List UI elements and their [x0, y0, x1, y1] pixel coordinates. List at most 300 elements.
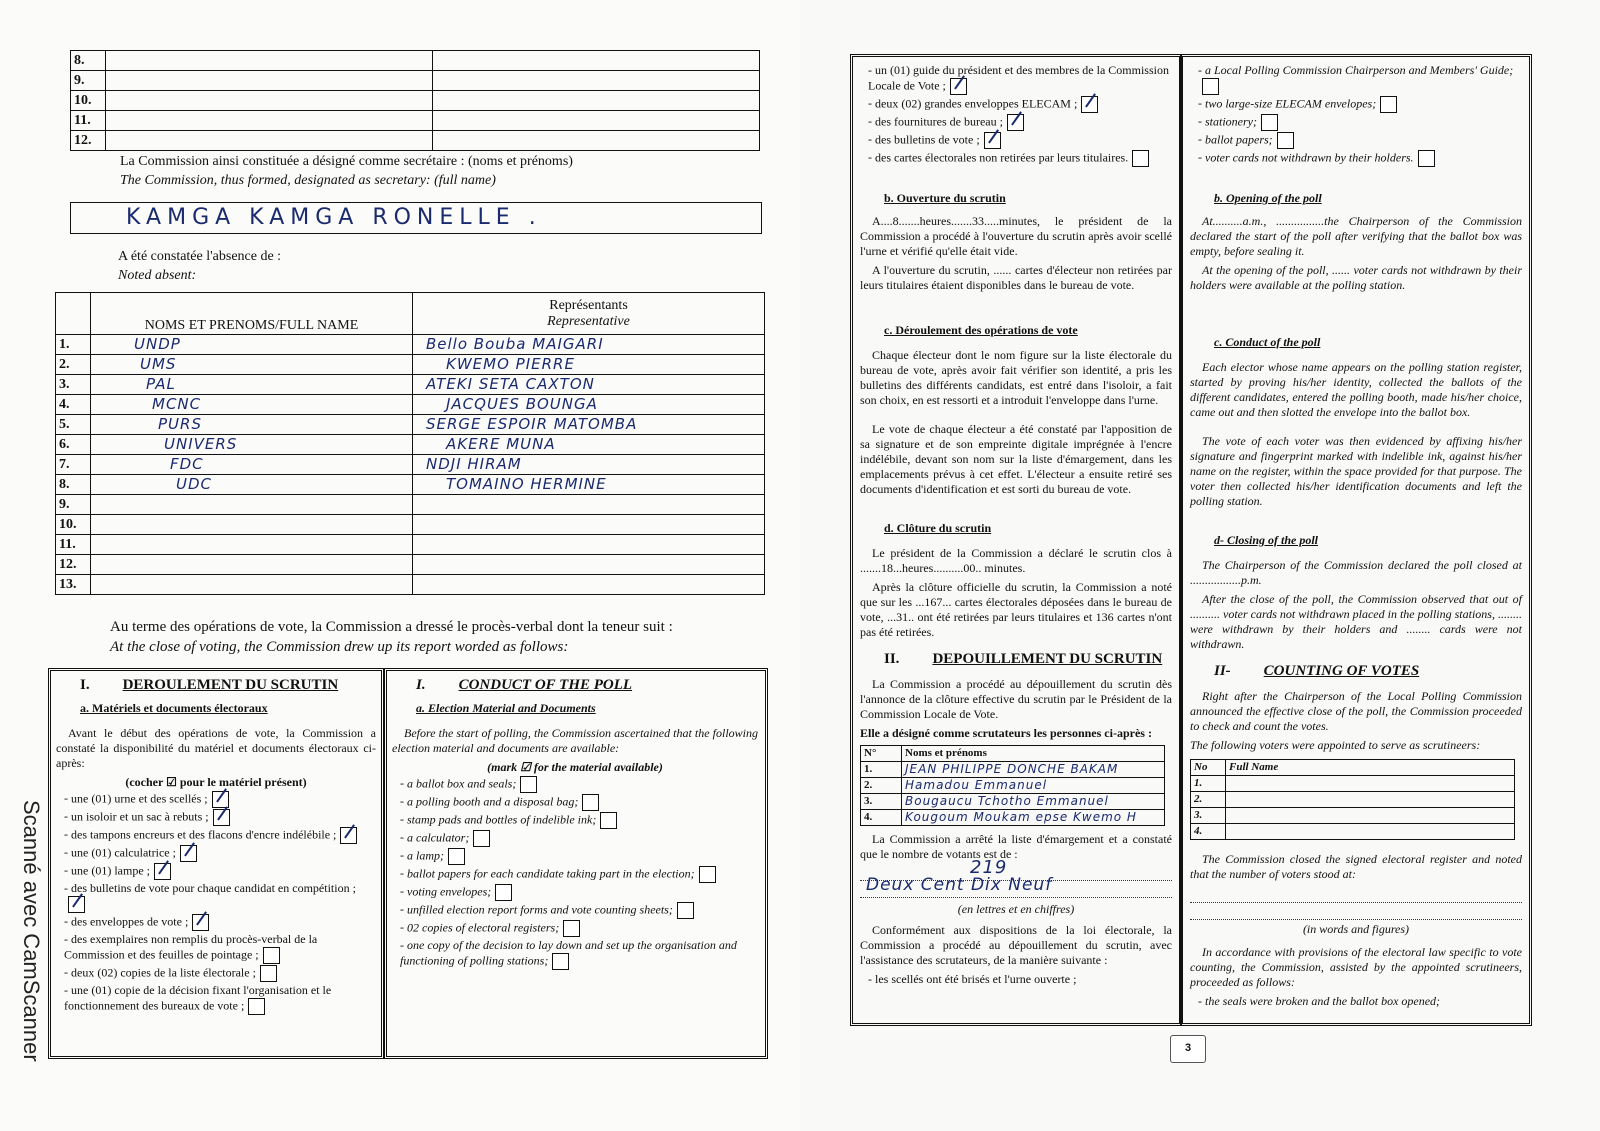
fr-ii-title: DEPOUILLEMENT DU SCRUTIN [932, 651, 1163, 667]
checklist-item [64, 914, 376, 931]
en-items-cont [1190, 63, 1522, 167]
report-intro-en: At the close of voting, the Commission drew up its report worded as follows: [110, 639, 569, 655]
checklist-item-label: deux (02) copies de la liste électorale ; [71, 965, 256, 980]
en-law-item-text: the seals were broken and the ballot box opened; [1205, 994, 1441, 1008]
scrutineer-row [861, 794, 1165, 810]
section-fr [56, 678, 376, 1016]
checklist-item-label: a calculator; [407, 830, 470, 845]
checklist-item-label: 02 copies of electoral registers; [407, 920, 560, 935]
fr-voters-field[interactable] [860, 857, 1172, 902]
absent-name-cell[interactable] [91, 375, 413, 395]
absent-name-value: MCNC [152, 395, 202, 413]
scrutineer-row [1191, 792, 1515, 808]
checklist-item [1198, 132, 1522, 149]
absent-rep-value: TOMAINO HERMINE [446, 475, 607, 493]
member-row-no: 11. [71, 111, 106, 131]
report-intro-fr: Au terme des opérations de vote, la Commission a dressé le procès-verbal dont la teneur suit : [110, 619, 673, 635]
fr-d-title: d. Clôture du scrutin [884, 521, 992, 535]
checkbox[interactable] [677, 902, 694, 919]
scrutineer-name: Kougoum Moukam epse Kwemo H [905, 810, 1137, 824]
fr-voters-hint: (en lettres et en chiffres) [957, 902, 1075, 916]
en-d-title: d- Closing of the poll [1214, 533, 1319, 547]
absent-rep-value: ATEKI SETA CAXTON [426, 375, 595, 393]
section-fr-intro: Avant le début des opérations de vote, la Commission a constaté la disponibilité du matériel et documents électoraux ci-après: [56, 726, 376, 770]
checklist-item-label: des enveloppes de vote ; [71, 914, 189, 929]
checkbox[interactable] [699, 866, 716, 883]
checklist-item [1198, 63, 1522, 95]
checklist-item [1198, 150, 1522, 167]
checklist-item [400, 812, 758, 829]
section-fr-num: I. [80, 677, 90, 693]
checkbox[interactable] [448, 848, 465, 865]
checkbox[interactable] [520, 776, 537, 793]
fr-b-title: b. Ouverture du scrutin [884, 191, 1006, 205]
checklist-item [400, 830, 758, 847]
page-number [1170, 1035, 1206, 1063]
right-fr-column [860, 62, 1172, 987]
scrutineer-row [1191, 808, 1515, 824]
secretary-field[interactable] [70, 202, 762, 234]
member-role-cell[interactable] [433, 131, 760, 151]
absent-name-cell[interactable] [91, 435, 413, 455]
absent-rep-value: AKERE MUNA [446, 435, 556, 453]
en-voters-hint: (in words and figures) [1302, 922, 1410, 936]
en-scrut-col-no: No [1191, 760, 1226, 776]
absent-col-rep-en: Representative [547, 313, 630, 329]
checkbox[interactable] [260, 965, 277, 982]
secretary-value: KAMGA KAMGA RONELLE . [126, 205, 542, 230]
checklist-item [400, 920, 758, 937]
absent-row-no: 7. [56, 455, 91, 475]
member-name-cell[interactable] [106, 51, 433, 71]
scrutineer-name-cell[interactable] [902, 794, 1165, 810]
absent-row [56, 395, 765, 415]
member-row [71, 51, 760, 71]
checklist-item-label: one copy of the decision to lay down and set up the organisation and functioning of polling stations; [400, 938, 737, 968]
absent-rep-cell[interactable] [413, 575, 765, 595]
fr-ii-num: II. [884, 651, 900, 667]
fr-voters-text: La Commission a arrêté la liste d'émargement et a constaté que le nombre de votants est de : [860, 832, 1172, 861]
absent-name-cell[interactable] [91, 415, 413, 435]
absent-row [56, 355, 765, 375]
absent-row-no: 1. [56, 335, 91, 355]
checklist-item [400, 776, 758, 793]
absent-rep-value [416, 495, 426, 513]
en-c-text1: Each elector whose name appears on the polling station register, started by proving his/her identity, collected the ballots of the different candidates, entered the polling booth, made his/her choice, came out and then slotted the envelope into the ballot box. [1190, 360, 1522, 419]
absent-row-no: 13. [56, 575, 91, 595]
section-en-items [392, 776, 758, 970]
en-ii-text1: Right after the Chairperson of the Local Polling Commission announced the effective close of the poll, the Commission proceeded to check and count the votes. [1190, 689, 1522, 733]
absent-rep-value: JACQUES BOUNGA [446, 395, 598, 413]
absent-rep-cell[interactable] [413, 495, 765, 515]
scrutineer-row [861, 810, 1165, 826]
scrutineer-no: 2. [861, 778, 902, 794]
checklist-item [868, 63, 1172, 95]
checkbox[interactable] [1132, 150, 1149, 167]
absent-rep-cell[interactable] [413, 435, 765, 455]
fr-b-text2: A l'ouverture du scrutin, ...... cartes d'électeur non retirées par leurs titulaires étaient disponibles dans le bureau de vote. [860, 263, 1172, 292]
checkbox[interactable] [950, 78, 967, 95]
absent-rep-value [416, 555, 446, 573]
absent-row-no: 9. [56, 495, 91, 515]
checkbox[interactable] [340, 827, 357, 844]
checkbox[interactable] [600, 812, 617, 829]
absent-col-rep [413, 293, 765, 335]
absent-rep-cell[interactable] [413, 475, 765, 495]
checklist-item [868, 132, 1172, 149]
absent-row [56, 515, 765, 535]
scrutineer-row [861, 778, 1165, 794]
checklist-item-label: des bulletins de vote ; [875, 132, 980, 147]
absent-label-fr: A été constatée l'absence de : [118, 249, 282, 264]
scrutineer-row [1191, 824, 1515, 840]
scrutineer-name: Bougaucu Tchotho Emmanuel [905, 794, 1109, 808]
en-d-text1: The Chairperson of the Commission declared the poll closed at .................p.m. [1190, 558, 1522, 587]
scrutineer-name-cell[interactable] [902, 762, 1165, 778]
fr-scrutineers-table [860, 745, 1165, 826]
absent-name-value: UDC [176, 475, 213, 493]
checkbox[interactable] [248, 998, 265, 1015]
fr-c-text1: Chaque électeur dont le nom figure sur la liste électorale du bureau de vote, après avoir fait vérifier son identité, a pris les bulletins des différents candidats, est entré dans l'isoloir, a fait son choix, en est ressorti et a introduit l'enveloppe dans l'urne. [860, 348, 1172, 407]
absent-row-no: 3. [56, 375, 91, 395]
absent-row-no: 5. [56, 415, 91, 435]
fr-ii-header [884, 652, 1172, 667]
section-fr-title: DEROULEMENT DU SCRUTIN [122, 677, 339, 693]
checkbox[interactable] [180, 845, 197, 862]
checklist-item [868, 150, 1172, 167]
checkbox[interactable] [1380, 96, 1397, 113]
absent-name-value: PURS [158, 415, 202, 433]
checkbox[interactable] [495, 884, 512, 901]
absent-rep-value [416, 515, 446, 533]
section-fr-legend: (cocher ☑ pour le matériel présent) [125, 775, 307, 789]
checkbox[interactable] [984, 132, 1001, 149]
checklist-item-label: a lamp; [407, 848, 444, 863]
checklist-item-label: stationery; [1205, 114, 1257, 129]
absent-name-value [94, 575, 206, 593]
member-row-no: 12. [71, 131, 106, 151]
checklist-item-label: deux (02) grandes enveloppes ELECAM ; [875, 96, 1078, 111]
scrutineer-no: 1. [1191, 776, 1226, 792]
scrutineer-no: 2. [1191, 792, 1226, 808]
absent-name-cell[interactable] [91, 355, 413, 375]
en-b-title: b. Opening of the poll [1214, 191, 1322, 205]
checkbox[interactable] [1261, 114, 1278, 131]
absent-row [56, 415, 765, 435]
member-row-no: 9. [71, 71, 106, 91]
scrutineer-name-cell[interactable] [1226, 824, 1515, 840]
checklist-item [400, 866, 758, 883]
checklist-item-label: ballot papers for each candidate taking part in the election; [407, 866, 695, 881]
checklist-item-label: a ballot box and seals; [407, 776, 517, 791]
scanner-watermark: Scanné avec CamScanner [19, 800, 44, 1062]
en-ii-text2: The following voters were appointed to serve as scrutineers: [1190, 738, 1481, 752]
absent-name-cell[interactable] [91, 555, 413, 575]
scrutineer-no: 4. [861, 810, 902, 826]
absent-name-value: UNIVERS [164, 435, 238, 453]
secretary-label-fr: La Commission ainsi constituée a désigné comme secrétaire : (noms et prénoms) [120, 154, 573, 169]
absent-rep-cell[interactable] [413, 535, 765, 555]
absent-name-cell[interactable] [91, 455, 413, 475]
checklist-item [1198, 96, 1522, 113]
absent-row-no: 2. [56, 355, 91, 375]
checklist-item-label: a polling booth and a disposal bag; [407, 794, 579, 809]
en-law-text: In accordance with provisions of the electoral law specific to vote counting, the Commission, assisted by the appointed scrutineers, proceeded as follows: [1190, 945, 1522, 989]
absent-name-value [94, 495, 182, 513]
absent-col-name: NOMS ET PRENOMS/FULL NAME [91, 293, 413, 335]
scrutineer-row [861, 762, 1165, 778]
member-role-cell[interactable] [433, 51, 760, 71]
scrutineer-name-cell[interactable] [902, 778, 1165, 794]
fr-items-cont [860, 63, 1172, 167]
checklist-item [400, 938, 758, 970]
right-page [800, 0, 1600, 1131]
absent-row [56, 575, 765, 595]
secretary-label-en: The Commission, thus formed, designated as secretary: (full name) [120, 173, 496, 188]
checklist-item-label: ballot papers; [1205, 132, 1273, 147]
checkbox[interactable] [192, 914, 209, 931]
scrutineer-name-cell[interactable] [902, 810, 1165, 826]
en-ii-header [1214, 664, 1522, 679]
checklist-item [64, 983, 376, 1015]
absent-rep-cell[interactable] [413, 395, 765, 415]
scrutineer-name-cell[interactable] [1226, 776, 1515, 792]
absent-rep-cell[interactable] [413, 555, 765, 575]
en-law-item: - the seals were broken and the ballot box opened; [1198, 994, 1441, 1008]
checkbox[interactable] [154, 863, 171, 880]
fr-ii-text1: La Commission a procédé au dépouillement du scrutin dès l'annonce de la clôture effective du scrutin par le Président de la Commission Locale de Vote. [860, 677, 1172, 721]
en-scrutineers-table [1190, 759, 1515, 840]
fr-c-text2: Le vote de chaque électeur a été constaté par l'apposition de sa signature et de son empreinte digitale imprégnée à l'encre indélébile, devant son nom sur la liste d'émargement, dans les emplacements prévus à cet effet. L'électeur a ensuite retiré ses documents d'identification et est sorti du bureau de vote. [860, 422, 1172, 496]
member-role-cell[interactable] [433, 71, 760, 91]
absent-name-cell[interactable] [91, 535, 413, 555]
checkbox[interactable] [1418, 150, 1435, 167]
checkbox[interactable] [68, 896, 85, 913]
members-table-tail [70, 50, 760, 151]
absent-row [56, 435, 765, 455]
right-en-column [1190, 62, 1522, 1009]
scrutineer-no: 3. [1191, 808, 1226, 824]
fr-law-text: Conformément aux dispositions de la loi électorale, la Commission a procédé au dépouillement du scrutin, avec l'assistance des scrutateurs, de la manière suivante : [860, 923, 1172, 967]
absent-name-cell[interactable] [91, 515, 413, 535]
absent-row-no: 11. [56, 535, 91, 555]
fr-voters-figure: 219 [970, 857, 1008, 878]
absent-rep-cell[interactable] [413, 375, 765, 395]
section-fr-items [56, 791, 376, 1015]
absent-col-rep-fr: Représentants [549, 297, 628, 313]
scrutineer-no: 3. [861, 794, 902, 810]
absent-rep-value: SERGE ESPOIR MATOMBA [426, 415, 638, 433]
scrutineer-no: 1. [861, 762, 902, 778]
en-b-text1: At..........a.m., ................the Chairperson of the Commission declared the start of the poll after verifying that the ballot box was empty, before sealing it. [1190, 214, 1522, 258]
checklist-item-label: une (01) lampe ; [71, 863, 150, 878]
section-en-intro: Before the start of polling, the Commission ascertained that the following election material and documents are available: [392, 726, 758, 755]
checkbox[interactable] [263, 947, 280, 964]
checkbox[interactable] [552, 953, 569, 970]
checklist-item [400, 902, 758, 919]
absent-name-cell[interactable] [91, 495, 413, 515]
checklist-item [64, 863, 376, 880]
absent-rep-value: KWEMO PIERRE [446, 355, 575, 373]
absent-name-cell[interactable] [91, 575, 413, 595]
fr-b-text1: A....8.......heures.......33.....minutes, le président de la Commission a procédé à l'ouverture du scrutin après avoir scellé l'urne et vérifié qu'elle était vide. [860, 214, 1172, 258]
checklist-item [400, 884, 758, 901]
section-fr-header [80, 678, 376, 693]
en-voters-text: The Commission closed the signed electoral register and noted that the number of voters stood at: [1190, 852, 1522, 881]
checkbox[interactable] [563, 920, 580, 937]
en-scrut-col-name: Full Name [1226, 760, 1515, 776]
checklist-item-label: stamp pads and bottles of indelible ink; [407, 812, 597, 827]
absent-table [55, 292, 765, 595]
section-en-legend: (mark ☑ for the material available) [487, 760, 663, 774]
absent-row-no: 12. [56, 555, 91, 575]
absent-label-en: Noted absent: [118, 268, 197, 283]
absent-rep-value [416, 575, 426, 593]
fr-scrut-col-name: Noms et prénoms [902, 746, 1165, 762]
member-row [71, 71, 760, 91]
checklist-item-label: two large-size ELECAM envelopes; [1205, 96, 1377, 111]
checklist-item-label: une (01) copie de la décision fixant l'organisation et le fonctionnement des bureaux de vote ; [64, 983, 332, 1013]
checkbox[interactable] [1202, 78, 1219, 95]
absent-row [56, 375, 765, 395]
absent-row [56, 335, 765, 355]
absent-rep-value [416, 535, 426, 553]
section-en-sub-a: a. Election Material and Documents [416, 701, 596, 715]
fr-law-item-text: les scellés ont été brisés et l'urne ouverte ; [875, 972, 1077, 986]
checklist-item [64, 845, 376, 862]
fr-d-text2: Après la clôture officielle du scrutin, la Commission a noté que sur les ...167... cartes électorales déposées dans le bureau de vote, ...31.. ont été retirées par leurs titulaires et 136 cartes n'ont pas été retirées. [860, 580, 1172, 639]
absent-rep-cell[interactable] [413, 455, 765, 475]
scrutineer-no: 4. [1191, 824, 1226, 840]
fr-voters-words: Deux Cent Dix Neuf [866, 875, 1053, 895]
member-row-no: 10. [71, 91, 106, 111]
checklist-item [868, 114, 1172, 131]
absent-name-value: UNDP [134, 335, 181, 353]
scrutineer-name-cell[interactable] [1226, 792, 1515, 808]
section-en-title: CONDUCT OF THE POLL [458, 677, 633, 693]
checklist-item-label: des cartes électorales non retirées par leurs titulaires. [875, 150, 1129, 165]
checklist-item-label: des exemplaires non remplis du procès-verbal de la Commission et des feuilles de pointage ; [64, 932, 318, 962]
checkbox[interactable] [213, 809, 230, 826]
absent-row [56, 555, 765, 575]
absent-row-no: 6. [56, 435, 91, 455]
checkbox[interactable] [1277, 132, 1294, 149]
absent-rep-value: Bello Bouba MAIGARI [426, 335, 604, 353]
page-number-value: 3 [1184, 1042, 1192, 1054]
absent-row-no: 10. [56, 515, 91, 535]
absent-rep-cell[interactable] [413, 515, 765, 535]
checkbox[interactable] [1007, 114, 1024, 131]
member-name-cell[interactable] [106, 131, 433, 151]
member-role-cell[interactable] [433, 91, 760, 111]
absent-name-value [94, 515, 188, 533]
section-fr-sub-a: a. Matériels et documents électoraux [80, 701, 268, 715]
checklist-item-label: unfilled election report forms and vote counting sheets; [407, 902, 673, 917]
en-d-text2: After the close of the poll, the Commission observed that out of .......... voter cards not withdrawn placed in the polling stations, ........ were withdrawn by their holders and ........ cards were not withdrawn. [1190, 592, 1522, 651]
fr-d-text1: Le président de la Commission a déclaré le scrutin clos à .......18...heures..........00.. minutes. [860, 546, 1172, 575]
absent-row [56, 495, 765, 515]
fr-law-item: - les scellés ont été brisés et l'urne ouverte ; [868, 972, 1077, 986]
en-ii-title: COUNTING OF VOTES [1263, 663, 1420, 679]
absent-rep-cell[interactable] [413, 415, 765, 435]
checklist-item-label: une (01) urne et des scellés ; [71, 791, 208, 806]
absent-row [56, 475, 765, 495]
en-ii-num: II- [1214, 663, 1231, 679]
scrutineer-name: JEAN PHILIPPE DONCHE BAKAM [905, 762, 1119, 776]
checkbox[interactable] [473, 830, 490, 847]
absent-row-no: 8. [56, 475, 91, 495]
checklist-item-label: un isoloir et un sac à rebuts ; [71, 809, 209, 824]
member-row [71, 131, 760, 151]
member-name-cell[interactable] [106, 111, 433, 131]
checklist-item [400, 848, 758, 865]
member-row-no: 8. [71, 51, 106, 71]
absent-name-value: FDC [170, 455, 204, 473]
absent-name-value [94, 535, 194, 553]
checklist-item-label: voting envelopes; [407, 884, 492, 899]
checkbox[interactable] [582, 794, 599, 811]
scrutineer-name: Hamadou Emmanuel [905, 778, 1048, 792]
absent-rep-value: NDJI HIRAM [426, 455, 522, 473]
absent-rep-cell[interactable] [413, 355, 765, 375]
absent-label [118, 247, 281, 285]
checklist-item-label: une (01) calculatrice ; [71, 845, 176, 860]
absent-row [56, 455, 765, 475]
member-name-cell[interactable] [106, 91, 433, 111]
checkbox[interactable] [1081, 96, 1098, 113]
checklist-item [64, 881, 376, 913]
checklist-item [400, 794, 758, 811]
scrutineer-row [1191, 776, 1515, 792]
member-row [71, 111, 760, 131]
checklist-item-label: a Local Polling Commission Chairperson and Members' Guide; [1205, 63, 1514, 77]
en-c-title: c. Conduct of the poll [1214, 335, 1321, 349]
absent-name-cell[interactable] [91, 335, 413, 355]
absent-name-value: PAL [146, 375, 176, 393]
checklist-item-label: des fournitures de bureau ; [875, 114, 1003, 129]
checklist-item-label: voter cards not withdrawn by their holders. [1205, 150, 1414, 165]
checklist-item-label: un (01) guide du président et des membres de la Commission Locale de Vote ; [868, 63, 1169, 93]
section-en [392, 678, 758, 971]
absent-name-cell[interactable] [91, 475, 413, 495]
checklist-item [64, 809, 376, 826]
checklist-item [64, 827, 376, 844]
checklist-item [64, 965, 376, 982]
en-voters-field[interactable] [1190, 888, 1522, 922]
member-row [71, 91, 760, 111]
absent-rep-cell[interactable] [413, 335, 765, 355]
fr-scrut-col-no: N° [861, 746, 902, 762]
checklist-item-label: des tampons encreurs et des flacons d'encre indélébile ; [71, 827, 337, 842]
member-name-cell[interactable] [106, 71, 433, 91]
fr-ii-text2: Elle a désigné comme scrutateurs les personnes ci-après : [860, 726, 1152, 740]
report-intro [110, 617, 673, 657]
absent-name-value: UMS [140, 355, 177, 373]
checklist-item [64, 932, 376, 964]
checklist-item-label: des bulletins de vote pour chaque candidat en compétition ; [71, 881, 356, 895]
secretary-label [120, 152, 573, 190]
fr-c-title: c. Déroulement des opérations de vote [884, 323, 1078, 337]
en-c-text2: The vote of each voter was then evidenced by affixing his/her signature and fingerprint marked with indelible ink, against his/her name on the register, within the space provided for that purpose. The voter then collected his/her identification documents and left the polling station. [1190, 434, 1522, 508]
scrutineer-name-cell[interactable] [1226, 808, 1515, 824]
absent-name-value [94, 555, 200, 573]
member-role-cell[interactable] [433, 111, 760, 131]
section-en-num: I. [416, 677, 426, 693]
absent-name-cell[interactable] [91, 395, 413, 415]
absent-row [56, 535, 765, 555]
en-b-text2: At the opening of the poll, ...... voter cards not withdrawn by their holders were available at the polling station. [1190, 263, 1522, 292]
checklist-item [1198, 114, 1522, 131]
